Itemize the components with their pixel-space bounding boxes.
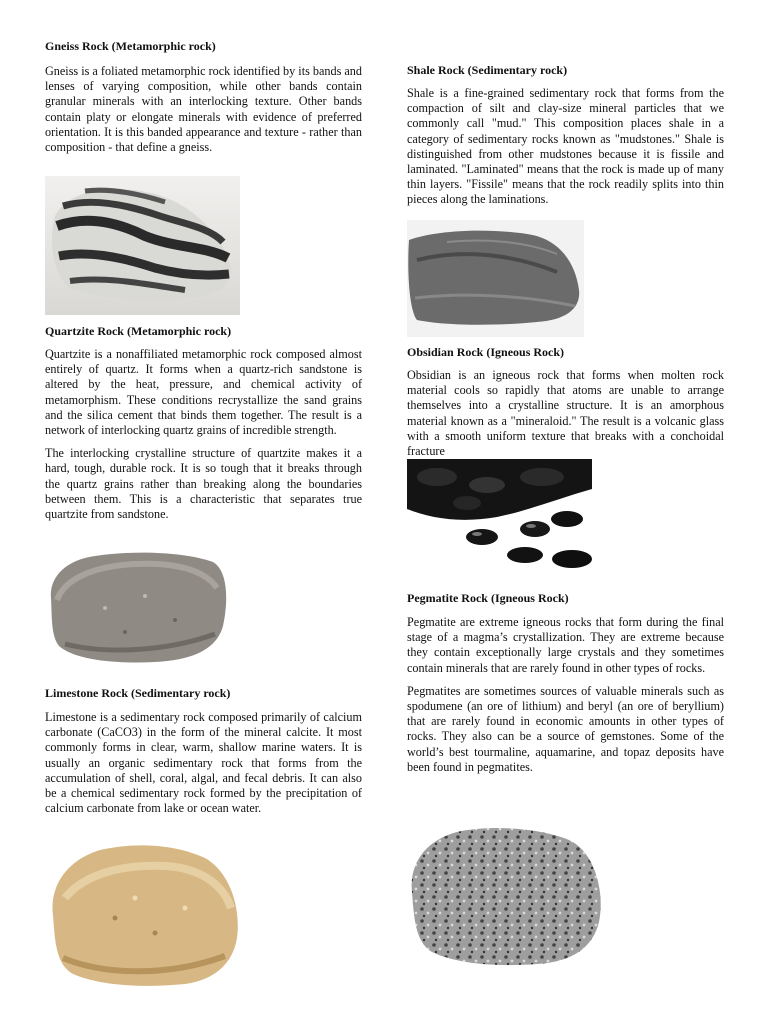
quartzite-paragraph-2: The interlocking crystalline structure of quartzite makes it a hard, tough, durable rock. It is so tough that it breaks through the quartz grains rather than breaking along the boundaries between them. This is a characteristic that separates true quartzite from sandstone.: [45, 446, 362, 522]
shale-title: Shale Rock (Sedimentary rock): [407, 63, 568, 77]
obsidian-title: Obsidian Rock (Igneous Rock): [407, 345, 565, 359]
obsidian-rock-image: [407, 459, 592, 577]
obsidian-section: [407, 345, 724, 459]
gneiss-title: Gneiss Rock (Metamorphic rock): [45, 39, 216, 53]
obsidian-paragraph: Obsidian is an igneous rock that forms when molten rock material cools so rapidly that atoms are unable to arrange themselves into a crystalline structure. It is an amorphous material known as a "mineraloid." The result is a volcanic glass with a smooth uniform texture that breaks with a conchoidal fracture: [407, 368, 724, 459]
quartzite-section: [45, 324, 362, 522]
pegmatite-paragraph-1: Pegmatite are extreme igneous rocks that form during the final stage of a magma’s crystallization. They are extreme because they contain exceptionally large crystals and they sometimes contain minerals that are rarely found in other types of rocks.: [407, 615, 724, 675]
pegmatite-section: [407, 591, 724, 775]
quartzite-paragraph-1: Quartzite is a nonaffiliated metamorphic rock composed almost entirely of quartz. It forms when a quartz-rich sandstone is altered by the heat, pressure, and chemical activity of metamorphism. These conditions recrystallize the sand grains and the silica cement that binds them together. The result is a network of interlocking quartz grains of incredible strength.: [45, 347, 362, 438]
limestone-paragraph: Limestone is a sedimentary rock composed primarily of calcium carbonate (CaCO3) in the form of the mineral calcite. It most commonly forms in clear, warm, shallow marine waters. It is usually an organic sedimentary rock that forms from the accumulation of shell, coral, algal, and fecal debris. It can also be a chemical sedimentary rock formed by the precipitation of calcium carbonate from lake or ocean water.: [45, 710, 362, 816]
shale-paragraph: Shale is a fine-grained sedimentary rock that forms from the compaction of silt and clay-size mineral particles that we commonly call "mud." This composition places shale in a category of sedimentary rocks known as "mudstones." Shale is distinguished from other mudstones because it is fissile and laminated. "Laminated" means that the rock is made up of many thin layers. "Fissile" means that the rock readily splits into thin pieces along the laminations.: [407, 86, 724, 207]
shale-rock-image: [407, 220, 584, 337]
gneiss-rock-image: [45, 176, 240, 315]
quartzite-title: Quartzite Rock (Metamorphic rock): [45, 324, 232, 338]
gneiss-paragraph: Gneiss is a foliated metamorphic rock identified by its bands and lenses of varying composition, while other bands contain granular minerals with an interlocking texture. Other bands contain platy or elongate minerals with evidence of preferred orientation. It is this banded appearance and texture - rather than composition - that define a gneiss.: [45, 64, 362, 155]
quartzite-rock-image: [45, 548, 230, 668]
pegmatite-title: Pegmatite Rock (Igneous Rock): [407, 591, 569, 605]
limestone-section: [45, 686, 362, 816]
shale-section: [407, 63, 724, 208]
pegmatite-paragraph-2: Pegmatites are sometimes sources of valuable minerals such as spodumene (an ore of lithium) and beryl (an ore of beryllium) that are rarely found in economic amounts in other types of rocks. They also can be a source of gemstones. Some of the world’s best tourmaline, aquamarine, and topaz deposits have been found in pegmatites.: [407, 683, 724, 774]
limestone-title: Limestone Rock (Sedimentary rock): [45, 686, 231, 700]
limestone-rock-image: [45, 838, 245, 988]
gneiss-section: [45, 39, 362, 155]
pegmatite-rock-image: [407, 822, 607, 967]
